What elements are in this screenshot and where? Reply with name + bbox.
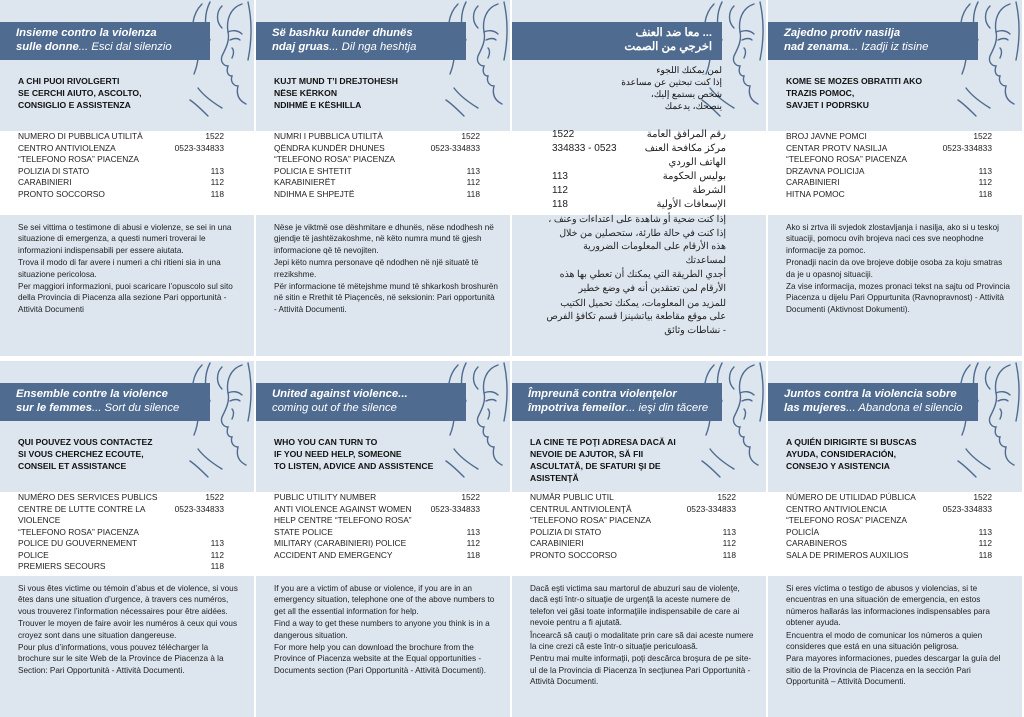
phone-label: PRONTO SOCCORSO <box>18 188 105 199</box>
info-text <box>786 222 1010 316</box>
phone-label: CARABINIERI <box>530 538 584 548</box>
phone-entry <box>274 504 496 527</box>
banner-title: Insieme contro la violenza <box>16 27 157 39</box>
phone-entry <box>18 550 240 562</box>
help-heading <box>274 75 454 111</box>
title-banner <box>512 383 722 421</box>
heading-line: SAVJET I PODRSKU <box>786 100 869 110</box>
phone-entry <box>18 166 240 178</box>
phone-entry <box>530 550 752 562</box>
phone-number: 1522 <box>973 131 992 141</box>
panel-ro <box>512 361 766 717</box>
banner-subtitle-line <box>272 40 458 54</box>
body-paragraph: If you are a victim of abuse or violence, if you are in an emergency situation, telephone one of the above numbers to get all the essential information for help. <box>274 584 495 616</box>
banner-subtitle: coming out of the silence <box>272 402 397 414</box>
phone-entry <box>274 492 496 504</box>
phone-entry <box>274 177 496 189</box>
banner-subtitle-line <box>272 401 458 415</box>
phone-entry <box>274 538 496 550</box>
phone-entry <box>18 189 240 201</box>
heading-line: CONSEIL ET ASSISTANCE <box>18 461 127 471</box>
body-paragraph: Se sei vittima o testimone di abusi e violenze, se sei in una situazione di emergenza, a questi numeri troverai le informazioni indispensabili per essere aiutata. <box>18 223 232 255</box>
phone-entry <box>542 128 726 142</box>
phone-entry <box>18 561 240 573</box>
panel-en <box>256 361 510 717</box>
body-paragraph: Encuentra el modo de comunicar los números a quien consideres que está en una situación peligrosa. <box>786 630 983 652</box>
phone-label: HITNA POMOC <box>786 188 845 199</box>
phone-label: POLIZIA DI STATO <box>530 526 602 537</box>
panel-hr <box>768 0 1022 356</box>
banner-subtitle-line <box>528 40 712 54</box>
heading-line: TRAZIS POMOC, <box>786 88 855 98</box>
phone-label: ACCIDENT AND EMERGENCY <box>274 549 393 560</box>
phone-label: POLICE DU GOUVERNEMENT <box>18 538 138 548</box>
banner-title: Juntos contra la violencia sobre <box>784 388 957 400</box>
phone-entry <box>18 538 240 550</box>
title-banner <box>768 22 978 60</box>
phone-number: 1522 <box>205 492 224 502</box>
panel-sq <box>256 0 510 356</box>
help-heading <box>530 436 710 484</box>
phone-label: NDIHMA E SHPEJTË <box>274 188 355 199</box>
body-paragraph: Trouver le moyen de faire avoir les numéros à ceux qui vous croyez sont dans une situation dangereuse. <box>18 619 238 640</box>
body-paragraph: Për informacione të mëtejshme mund të shkarkosh broshurën në sitin e Rrethit të Piaçencës, në seksionin: Pari opportunità - Attività Documenti. <box>274 282 498 314</box>
heading-line: ASCULTATĂ, DE SFATURI ŞI DE ASISTENŢĂ <box>530 461 661 483</box>
banner-subtitle-line <box>16 401 202 415</box>
banner-subtitle: ... ieşi din tăcere <box>625 402 709 414</box>
phone-number: 118 <box>978 188 992 199</box>
phone-number: 0523 - 334833 <box>552 143 617 154</box>
phone-entry <box>18 504 240 539</box>
panel-es <box>768 361 1022 717</box>
phone-number: 112 <box>466 538 480 548</box>
heading-line: A QUIÉN DIRIGIRTE SI BUSCAS <box>786 437 917 447</box>
phone-entry <box>274 131 496 143</box>
heading-line: SI VOUS CHERCHEZ ECOUTE, <box>18 449 144 459</box>
phone-number: 118 <box>722 549 736 560</box>
help-heading <box>274 436 454 472</box>
phone-number: 112 <box>722 538 736 548</box>
body-paragraph: Jepi këto numra personave që ndodhen në një situatë të rrezikshme. <box>274 258 479 279</box>
info-text <box>786 583 1010 689</box>
title-banner <box>0 383 210 421</box>
help-heading <box>786 75 966 111</box>
heading-line: TO LISTEN, ADVICE AND ASSISTENCE <box>274 461 434 471</box>
info-text <box>530 583 754 689</box>
phone-number: 1522 <box>973 492 992 502</box>
phone-label: بوليس الحكومة <box>662 171 726 182</box>
heading-line: WHO YOU CAN TURN TO <box>274 437 378 447</box>
title-banner <box>768 383 978 421</box>
help-heading <box>786 436 966 472</box>
info-text <box>274 583 498 677</box>
phone-entry <box>786 177 1008 189</box>
heading-line: QUI POUVEZ VOUS CONTACTEZ <box>18 437 153 447</box>
banner-subtitle: ... Izadji iz tisine <box>848 41 929 53</box>
heading-line: LA CINE TE POŢI ADRESA DACĂ AI <box>530 437 676 447</box>
panel-fr <box>0 361 254 717</box>
heading-line: CONSEJO Y ASISTENCIA <box>786 461 890 471</box>
phone-entry <box>530 492 752 504</box>
phone-label: رقم المرافق العامة <box>646 129 726 140</box>
body-paragraph: Trova il modo di far avere i numeri a chi ritieni sia in una situazione pericolosa. <box>18 258 221 279</box>
body-paragraph: Si vous êtes victime ou témoin d’abus et de violence, si vous êtes dans une situation d’urgence, à travers ces numéros, vous trouverez l’information nécessaires pour être aidées. <box>18 584 238 616</box>
phone-entry <box>786 189 1008 201</box>
phone-numbers-list <box>18 492 240 576</box>
phone-numbers-list <box>530 492 752 576</box>
body-paragraph: Dacă eşti victima sau martorul de abuzuri sau de violenţe, dacă eşti într-o situaţie de urgenţă la aceste numere de telefon vei găsi toate informaţiile indispensabile de care ai nevoie pentru a fi ajutată. <box>530 584 740 628</box>
phone-entry <box>786 166 1008 178</box>
phone-number: 1522 <box>717 492 736 502</box>
phone-number: 112 <box>552 185 568 196</box>
heading-line: SE CERCHI AIUTO, ASCOLTO, <box>18 88 142 98</box>
banner-subtitle-line <box>784 401 970 415</box>
phone-number: 1522 <box>552 129 575 140</box>
phone-entry <box>786 550 1008 562</box>
body-paragraph: Za vise informacija, mozes pronaci tekst na sajtu od Provincia Piacenza u dijelu Pari Oppurtunita (Ravnopravnost) - Attività Documenti (Aktivnost Dokumenti). <box>786 282 1010 314</box>
phone-entry <box>18 492 240 504</box>
phone-number: 112 <box>466 177 480 187</box>
phone-entry <box>542 184 726 198</box>
heading-line: لمن يمكنك اللجوء <box>656 65 722 75</box>
phone-number: 112 <box>978 538 992 548</box>
body-paragraph: Pour plus d’informations, vous pouvez télécharger la brochure sur le site Web de la Province de Piacenza à la Section: Pari Opportunità - Attività Documenti. <box>18 643 224 675</box>
phone-numbers-list <box>786 131 1008 215</box>
phone-entry <box>274 143 496 166</box>
phone-number: 113 <box>210 165 224 176</box>
phone-numbers-list <box>274 492 496 576</box>
banner-title-bold: اخرجي من الصمت <box>624 41 712 53</box>
phone-number: 113 <box>722 526 736 537</box>
title-banner <box>256 383 466 421</box>
body-paragraph: For more help you can download the brochure from the Province of Piacenza website at the Equal opportunities - Documents section (Pari Opportunità - Attività Documenti). <box>274 643 487 675</box>
banner-title: United against violence... <box>272 388 408 400</box>
phone-label: CENTRO ANTIVIOLENCIA “TELEFONO ROSA” PIACENZA <box>786 503 907 525</box>
phone-number: 113 <box>978 165 992 176</box>
banner-title-bold: sulle donne <box>16 41 79 53</box>
phone-label: الإسعافات الأولية <box>656 199 726 210</box>
phone-number: 118 <box>466 188 480 199</box>
phone-entry <box>274 166 496 178</box>
phone-number: 113 <box>466 165 480 176</box>
phone-label: CENTRO ANTIVIOLENZA “TELEFONO ROSA” PIACENZA <box>18 142 139 164</box>
body-paragraph: Find a way to get these numbers to anyone you think is in a dangerous situation. <box>274 619 490 640</box>
banner-title: Ensemble contre la violence <box>16 388 168 400</box>
phone-entry <box>18 131 240 143</box>
phone-number: 0523-334833 <box>430 142 480 153</box>
phone-entry <box>530 504 752 527</box>
phone-label: POLICIA E SHTETIT <box>274 165 352 176</box>
phone-label: POLICE <box>18 549 49 560</box>
body-paragraph: Pentru mai multe informaţii, poţi descărca broşura de pe site-ul de la Provincia di Piacenza în secţiunea Pari Opportunità - Attività Documenti. <box>530 654 752 687</box>
phone-number: 112 <box>210 549 224 560</box>
phone-entry <box>542 142 726 170</box>
phone-number: 118 <box>466 549 480 560</box>
heading-line: NËSE KËRKON <box>274 88 338 98</box>
phone-label: NUMÉRO DES SERVICES PUBLICS <box>18 492 158 502</box>
body-paragraph: إذا كنت ضحية أو شاهدة على اعتداءات وعنف ، إذا كنت في حالة طارئة، ستحصلين من خلال هذه الأرقام على المعلومات الضرورية لمساعدتك <box>548 213 726 265</box>
body-paragraph: Para mayores informaciones, puedes descargar la guía del sitio de la Provincia de Piacenza en la sección Pari Opportunità – Attività Documenti. <box>786 654 1001 687</box>
banner-title-bold: nad zenama <box>784 41 849 53</box>
title-banner <box>512 22 722 60</box>
help-heading <box>18 436 198 472</box>
phone-entry <box>786 131 1008 143</box>
heading-line: شخص يستمع إليك، <box>650 89 722 99</box>
info-text <box>18 222 242 316</box>
info-text <box>274 222 498 316</box>
phone-number: 113 <box>552 171 568 182</box>
title-banner <box>256 22 466 60</box>
phone-entry <box>274 527 496 539</box>
body-paragraph: Încearcă să cauţi o modalitate prin care să dai aceste numere la cine crezi că este într-o situaţie periculoasă. <box>530 630 754 652</box>
banner-subtitle: ... Sort du silence <box>91 402 180 414</box>
phone-label: PUBLIC UTILITY NUMBER <box>274 492 377 502</box>
heading-line: AYUDA, CONSIDERACIÓN, <box>786 449 896 459</box>
phone-entry <box>530 527 752 539</box>
phone-label: CENTRE DE LUTTE CONTRE LA VIOLENCE “TELEFONO ROSA” PIACENZA <box>18 503 146 537</box>
banner-title-bold: împotriva femeilor <box>528 402 626 414</box>
phone-label: CENTRUL ANTIVIOLENŢĂ “TELEFONO ROSA” PIACENZA <box>530 503 651 525</box>
phone-entry <box>786 504 1008 527</box>
body-paragraph: أجدي الطريقة التي يمكنك أن تعطي بها هذه الأرقام لمن تعتقدين أنه في وضع خطير <box>559 268 726 293</box>
phone-entry <box>542 170 726 184</box>
phone-label: CENTAR PROTV NASILJA “TELEFONO ROSA” PIACENZA <box>786 142 907 164</box>
phone-number: 0523-334833 <box>686 503 736 514</box>
heading-line: إذا كنت تبحثين عن مساعدة <box>621 77 722 87</box>
phone-number: 113 <box>210 538 224 548</box>
banner-subtitle-line <box>784 40 970 54</box>
phone-numbers-list <box>274 131 496 215</box>
phone-label: الشرطة <box>692 185 726 196</box>
banner-subtitle: ... Abandona el silencio <box>846 402 963 414</box>
phone-entry <box>786 143 1008 166</box>
banner-title: Së bashku kunder dhunës <box>272 27 413 39</box>
body-paragraph: Nëse je viktmë ose dëshmitare e dhunës, nëse ndodhesh në gjendje të jashtëzakoshme, në këto numra mund të gjesh informacione që të nevojiten. <box>274 223 494 255</box>
phone-entry <box>274 550 496 562</box>
banner-subtitle-line <box>16 40 202 54</box>
heading-line: NDIHMË E KËSHILLA <box>274 100 362 110</box>
phone-entry <box>786 538 1008 550</box>
title-banner <box>0 22 210 60</box>
help-heading <box>572 64 722 112</box>
phone-entry <box>530 538 752 550</box>
phone-label: SALA DE PRIMEROS AUXILIOS <box>786 549 909 560</box>
phone-number: 118 <box>210 188 224 199</box>
heading-line: ينصحك، يدعمك <box>664 101 722 111</box>
phone-number: 1522 <box>461 131 480 141</box>
body-paragraph: Per maggiori informazioni, puoi scaricare l’opuscolo sul sito della Provincia di Piacenza alla sezione Pari opportunità - Attività Documenti <box>18 282 233 314</box>
banner-title-bold: ndaj gruas <box>272 41 330 53</box>
banner-subtitle: ... Dil nga heshtja <box>329 41 417 53</box>
phone-number: 118 <box>978 549 992 560</box>
phone-entry <box>18 177 240 189</box>
panel-ar <box>512 0 766 356</box>
body-paragraph: Pronadji nacin da ove brojeve dobije osoba za koju smatras da je u opasnoj situaciji. <box>786 258 1003 279</box>
phone-label: NUMERO DI PUBBLICA UTILITÀ <box>18 131 143 141</box>
phone-number: 1522 <box>205 131 224 141</box>
phone-label: ANTI VIOLENCE AGAINST WOMEN HELP CENTRE “TELEFONO ROSA” <box>274 503 412 525</box>
phone-number: 112 <box>210 177 224 187</box>
phone-numbers-list <box>786 492 1008 576</box>
phone-label: PREMIERS SECOURS <box>18 561 106 571</box>
phone-numbers-list <box>542 128 726 212</box>
phone-entry <box>786 492 1008 504</box>
phone-number: 113 <box>466 526 480 537</box>
help-heading <box>18 75 198 111</box>
phone-label: NÚMERO DE UTILIDAD PÚBLICA <box>786 492 916 502</box>
panel-it <box>0 0 254 356</box>
info-text <box>18 583 242 677</box>
phone-label: QËNDRA KUNDËR DHUNES “TELEFONO ROSA” PIACENZA <box>274 142 395 164</box>
banner-subtitle-line <box>528 401 714 415</box>
banner-title: Împreună contra violenţelor <box>528 388 677 400</box>
phone-label: STATE POLICE <box>274 526 333 537</box>
phone-number: 0523-334833 <box>174 503 224 514</box>
phone-entry <box>786 527 1008 539</box>
phone-number: 118 <box>552 199 568 210</box>
phone-number: 0523-334833 <box>942 503 992 514</box>
banner-title-bold: las mujeres <box>784 402 847 414</box>
phone-entry <box>542 198 726 212</box>
phone-number: 118 <box>210 561 224 571</box>
phone-number: 113 <box>978 526 992 537</box>
phone-numbers-list <box>18 131 240 215</box>
body-paragraph: للمزيد من المعلومات، يمكنك تحميل الكتيب على موقع مقاطعة بياتشينزا قسم تكافؤ الفرص - نشاطات وثائق <box>546 296 726 335</box>
phone-number: 0523-334833 <box>174 142 224 153</box>
banner-title-bold: sur le femmes <box>16 402 92 414</box>
banner-title: معا ضد العنف ... <box>635 27 712 39</box>
phone-number: 0523-334833 <box>430 503 480 514</box>
phone-label: MILITARY (CARABINIERI) POLICE <box>274 538 407 548</box>
body-paragraph: Ako si zrtva ili svjedok zlostavljanja i nasilja, ako si u teskoj situaciji, pomocu ovih brojeva naci ces sve neophodne informacije za pomoc. <box>786 223 999 255</box>
phone-label: NUMĂR PUBLIC UTIL <box>530 492 614 502</box>
heading-line: NEVOIE DE AJUTOR, SĂ FII <box>530 449 644 459</box>
phone-label: مركز مكافحة العنف الهاتف الوردي <box>644 143 726 168</box>
heading-line: CONSIGLIO E ASSISTENZA <box>18 100 131 110</box>
heading-line: A CHI PUOI RIVOLGERTI <box>18 76 120 86</box>
phone-label: CARABINIERI <box>786 177 840 187</box>
heading-line: IF YOU NEED HELP, SOMEONE <box>274 449 402 459</box>
phone-number: 1522 <box>461 492 480 502</box>
phone-entry <box>274 189 496 201</box>
phone-label: PRONTO SOCCORSO <box>530 549 617 560</box>
banner-title: Zajedno protiv nasilja <box>784 27 901 39</box>
phone-label: POLIZIA DI STATO <box>18 165 90 176</box>
phone-label: NUMRI I PUBBLICA UTILITÀ <box>274 131 383 141</box>
phone-number: 112 <box>978 177 992 187</box>
info-text <box>542 212 726 337</box>
phone-label: CARABINEROS <box>786 538 847 548</box>
phone-label: POLICÍA <box>786 526 820 537</box>
phone-label: BROJ JAVNE POMCI <box>786 131 867 141</box>
phone-label: DRZAVNA POLICIJA <box>786 165 865 176</box>
heading-line: KUJT MUND T’I DREJTOHESH <box>274 76 398 86</box>
phone-label: CARABINIERI <box>18 177 72 187</box>
phone-entry <box>18 143 240 166</box>
phone-label: KARABINIERËT <box>274 177 336 187</box>
banner-subtitle: ... Esci dal silenzio <box>78 41 172 53</box>
body-paragraph: Si eres víctima o testigo de abusos y violencias, si te encuentras en una situación de emergencia, en estos números hallarás las informaciones indispensables para obtener ayuda. <box>786 584 990 628</box>
heading-line: KOME SE MOZES OBRATITI AKO <box>786 76 923 86</box>
phone-number: 0523-334833 <box>942 142 992 153</box>
